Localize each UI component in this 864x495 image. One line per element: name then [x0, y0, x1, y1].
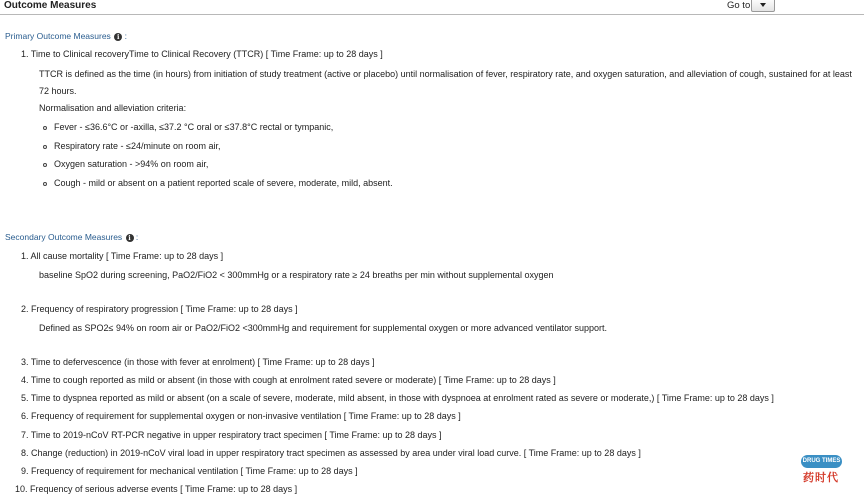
logo-text: 药时代 — [803, 471, 839, 484]
bullet-icon — [43, 126, 47, 130]
secondary-item: 10. Frequency of serious adverse events [ Time Frame: up to 28 days ] — [15, 484, 298, 494]
criteria-item: Fever - ≤36.6°C or -axilla, ≤37.2 °C oral or ≤37.8°C rectal or tympanic, — [54, 122, 334, 132]
secondary-item: 3. Time to defervescence (in those with fever at enrolment) [ Time Frame: up to 28 days ] — [21, 357, 375, 367]
secondary-item: 1. All cause mortality [ Time Frame: up to 28 days ] — [21, 251, 224, 261]
criteria-item: Respiratory rate - ≤24/minute on room air, — [54, 141, 221, 151]
secondary-outcome-title: Secondary Outcome Measures i : — [5, 232, 139, 242]
primary-outcome-title: Primary Outcome Measures i : — [5, 31, 127, 41]
criteria-heading: Normalisation and alleviation criteria: — [39, 103, 187, 113]
section-heading: Outcome Measures — [4, 0, 97, 11]
secondary-item-description: Defined as SPO2≤ 94% on room air or PaO2/FiO2 <300mmHg and requirement for supplemental oxygen or more advanced ventilator support. — [39, 323, 607, 333]
secondary-item: 6. Frequency of requirement for supplemental oxygen or non-invasive ventilation [ Time Frame: up to 28 days ] — [21, 411, 461, 421]
secondary-item: 8. Change (reduction) in 2019-nCoV viral load in upper respiratory tract specimen as assessed by area under viral load curve. [ Time Frame: up to 28 days ] — [21, 448, 641, 458]
logo-badge: DRUG TIMES — [801, 455, 842, 468]
chevron-down-icon — [760, 3, 766, 7]
outcome-measures-header — [0, 0, 864, 15]
secondary-item: 5. Time to dyspnea reported as mild or absent (on a scale of severe, moderate, mild absent, in those with dyspnoea at enrolment rated as severe or moderate,) [ Time Frame: up to 28 days ] — [21, 393, 774, 403]
criteria-item: Cough - mild or absent on a patient reported scale of severe, moderate, mild, absent. — [54, 178, 393, 188]
bullet-icon — [43, 182, 47, 186]
secondary-item: 7. Time to 2019-nCoV RT-PCR negative in upper respiratory tract specimen [ Time Frame: up to 28 days ] — [21, 430, 442, 440]
primary-item-1: 1. Time to Clinical recoveryTime to Clinical Recovery (TTCR) [ Time Frame: up to 28 days ] — [21, 49, 383, 59]
secondary-item: 4. Time to cough reported as mild or absent (in those with cough at enrolment rated severe or moderate) [ Time Frame: up to 28 days ] — [21, 375, 556, 385]
primary-item-1-description: TTCR is defined as the time (in hours) from initiation of study treatment (active or placebo) until normalisation of fever, respiratory rate, and oxygen saturation, and alleviation of cough, sustained for at least 72 hours. — [39, 69, 852, 96]
info-icon[interactable]: i — [126, 234, 134, 242]
goto-dropdown-button[interactable] — [751, 0, 775, 12]
bullet-icon — [43, 163, 47, 167]
secondary-item: 9. Frequency of requirement for mechanical ventilation [ Time Frame: up to 28 days ] — [21, 466, 358, 476]
info-icon[interactable]: i — [114, 33, 122, 41]
bullet-icon — [43, 145, 47, 149]
goto-label: Go to — [727, 0, 751, 11]
secondary-item: 2. Frequency of respiratory progression [ Time Frame: up to 28 days ] — [21, 304, 298, 314]
criteria-item: Oxygen saturation - >94% on room air, — [54, 159, 209, 169]
drugtimes-logo — [801, 455, 842, 485]
secondary-item-description: baseline SpO2 during screening, PaO2/FiO2 < 300mmHg or a respiratory rate ≥ 24 breaths per min without supplemental oxygen — [39, 270, 554, 280]
